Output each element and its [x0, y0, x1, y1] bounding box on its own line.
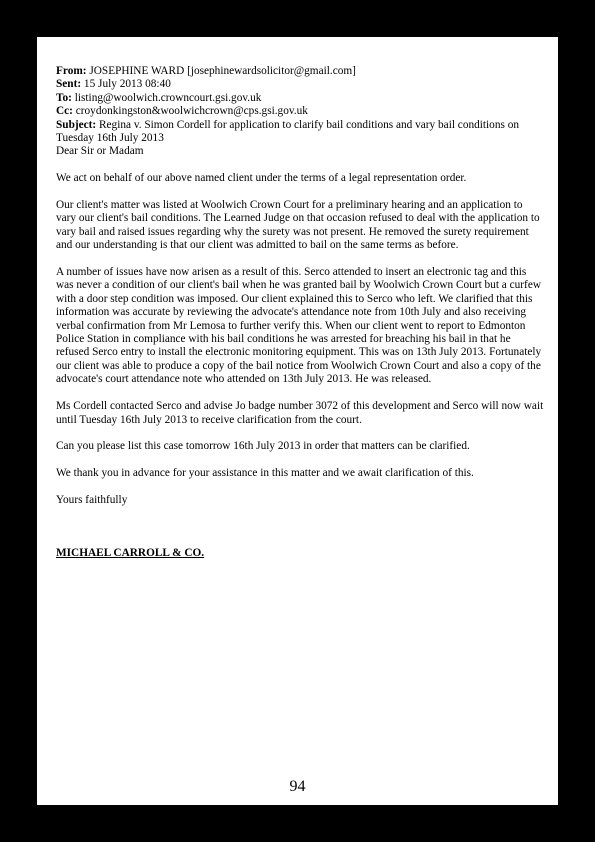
paragraph-5: Can you please list this case tomorrow 16th July 2013 in order that matters can be clarified. — [56, 440, 470, 453]
cc-value: croydonkingston&woolwichcrown@cps.gsi.gov.uk — [72, 105, 308, 118]
sent-value: 15 July 2013 08:40 — [81, 78, 171, 91]
sent-line — [56, 78, 544, 91]
paragraph-2: Our client's matter was listed at Woolwich Crown Court for a preliminary hearing and an application to vary our client's bail conditions. The Learned Judge on that occasion refused to deal with the application to vary bail and raised issues regarding why the surety was not present. He removed the surety requirement and our understanding is that our client was admitted to bail on the same terms as before. — [56, 199, 540, 252]
subject-label: Subject: — [56, 118, 97, 131]
closing: Yours faithfully — [56, 493, 128, 506]
to-label: To: — [56, 91, 72, 104]
paragraph-6: We thank you in advance for your assistance in this matter and we await clarification of this. — [56, 467, 474, 480]
from-value: JOSEPHINE WARD [josephinewardsolicitor@gmail.com] — [86, 65, 356, 77]
salutation: Dear Sir or Madam — [56, 145, 144, 158]
from-label: From: — [56, 65, 87, 77]
sent-label: Sent: — [56, 78, 82, 91]
document-page — [37, 37, 558, 805]
paragraph-4: Ms Cordell contacted Serco and advise Jo badge number 3072 of this development and Serco will now wait until Tuesday 16th July 2013 to receive clarification from the court. — [56, 400, 544, 426]
email-body — [56, 65, 544, 561]
paragraph-1: We act on behalf of our above named client under the terms of a legal representation order. — [56, 172, 467, 185]
subject-line — [56, 119, 544, 146]
to-line — [56, 92, 544, 105]
from-line — [56, 65, 544, 78]
cc-line — [56, 105, 544, 118]
to-value: listing@woolwich.crowncourt.gsi.gov.uk — [71, 91, 262, 104]
signature: MICHAEL CARROLL & CO. — [56, 547, 205, 560]
paragraph-3: A number of issues have now arisen as a result of this. Serco attended to insert an electronic tag and this was never a condition of our client's bail when he was granted bail by Woolwich Crown Court but a curfew with a door step condition was imposed. Our client explained this to Serco who left. We clarified that this information was accurate by reviewing the advocate's attendance note from 10th July and also receiving verbal confirmation from Mr Lemosa to further verify this. When our client went to report to Edmonton Police Station in compliance with his bail conditions he was arrested for breaching his bail in that he refused Serco entry to install the electronic monitoring equipment. This was on 13th July 2013. Fortunately our client was able to produce a copy of the bail notice from Woolwich Crown Court and also a copy of the advocate's court attendance note who attended on 13th July 2013. He was released. — [56, 266, 542, 386]
page-number: 94 — [289, 778, 306, 795]
subject-value: Regina v. Simon Cordell for application to clarify bail conditions and vary bail conditions on Tuesday 16th July 2013 — [56, 118, 519, 145]
cc-label: Cc: — [56, 105, 73, 118]
